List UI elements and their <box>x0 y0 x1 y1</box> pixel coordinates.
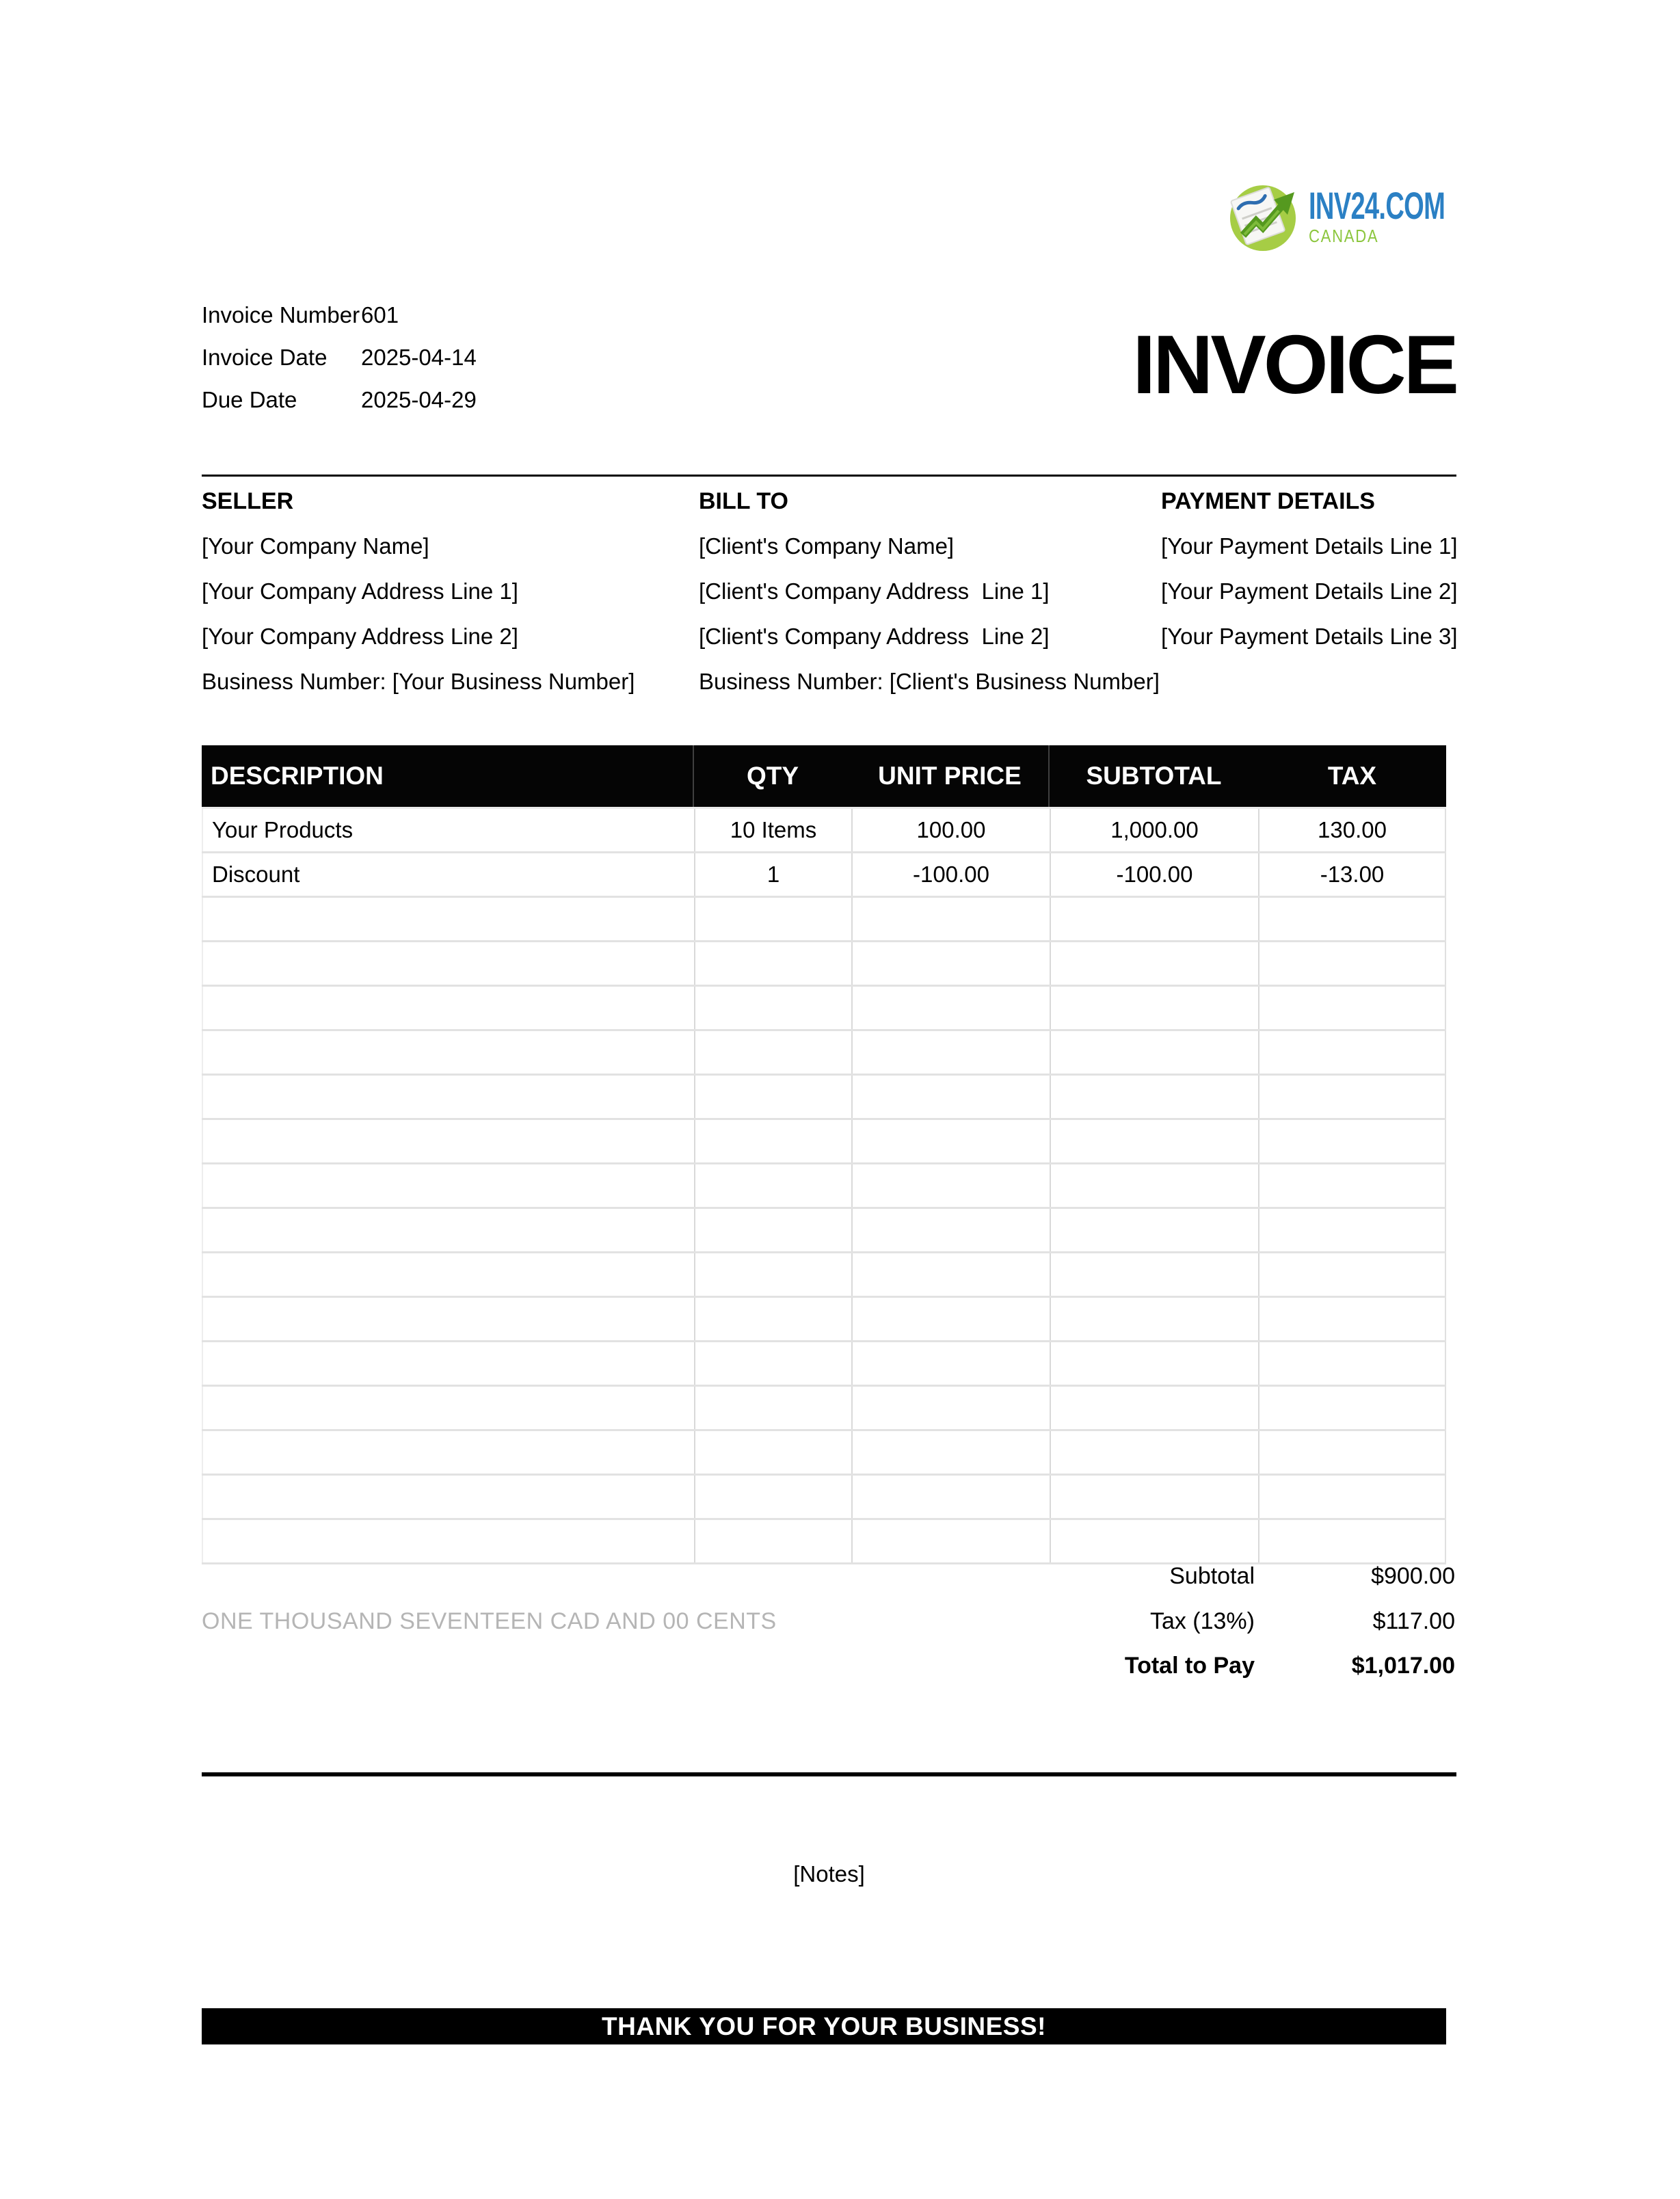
cell-qty <box>694 1431 851 1474</box>
logo-text <box>1309 183 1509 246</box>
cell-description <box>202 1520 694 1562</box>
payment-details-line-1: [Your Payment Details Line 1] <box>1161 533 1458 559</box>
cell-unit-price <box>851 1342 1050 1385</box>
column-header-qty: QTY <box>746 762 799 790</box>
cell-qty <box>694 1031 851 1074</box>
cell-unit-price <box>851 1387 1050 1429</box>
column-header-unit-price: UNIT PRICE <box>851 745 1050 807</box>
cell-tax <box>1258 1253 1446 1296</box>
cell-description: Your Products <box>202 809 694 851</box>
cell-description <box>202 1076 694 1118</box>
cell-tax <box>1258 1164 1446 1207</box>
table-row <box>202 1164 1446 1209</box>
table-row <box>202 1298 1446 1342</box>
cell-subtotal <box>1050 987 1258 1029</box>
cell-tax <box>1258 1076 1446 1118</box>
cell-description <box>202 1209 694 1251</box>
cell-unit-price <box>851 1298 1050 1340</box>
cell-qty <box>694 898 851 940</box>
cell-tax <box>1258 1209 1446 1251</box>
notes-divider <box>202 1772 1456 1776</box>
table-row <box>202 1431 1446 1476</box>
invoice-title: INVOICE <box>1132 318 1456 411</box>
table-row <box>202 1342 1446 1387</box>
cell-subtotal <box>1050 1031 1258 1074</box>
cell-qty <box>694 1520 851 1562</box>
cell-tax <box>1258 942 1446 985</box>
cell-unit-price <box>851 1120 1050 1162</box>
bill-to-heading: BILL TO <box>699 488 788 514</box>
cell-qty <box>694 1298 851 1340</box>
cell-subtotal <box>1050 1209 1258 1251</box>
client-address-line-1: [Client's Company Address Line 1] <box>699 578 1050 604</box>
cell-qty <box>694 1476 851 1518</box>
table-row <box>202 942 1446 987</box>
client-business-number: Business Number: [Client's Business Number] <box>699 669 1160 694</box>
cell-description <box>202 1164 694 1207</box>
total-to-pay-value: $1,017.00 <box>1351 1653 1455 1679</box>
table-row <box>202 898 1446 942</box>
cell-tax <box>1258 1520 1446 1562</box>
footer-message: THANK YOU FOR YOUR BUSINESS! <box>602 2012 1046 2040</box>
logo-brand-name: INV24.COM <box>1309 183 1445 227</box>
cell-qty: 10 Items <box>694 809 851 851</box>
cell-qty <box>694 1076 851 1118</box>
header-divider <box>202 475 1456 477</box>
cell-subtotal <box>1050 1387 1258 1429</box>
cell-tax: -13.00 <box>1258 853 1446 896</box>
cell-subtotal: 1,000.00 <box>1050 809 1258 851</box>
cell-description <box>202 987 694 1029</box>
seller-company-name: [Your Company Name] <box>202 533 429 559</box>
due-date-label: Due Date <box>202 387 297 412</box>
cell-description <box>202 1120 694 1162</box>
subtotal-label: Subtotal <box>1169 1563 1255 1589</box>
cell-subtotal <box>1050 1520 1258 1562</box>
cell-tax <box>1258 1476 1446 1518</box>
payment-details-heading: PAYMENT DETAILS <box>1161 488 1375 514</box>
cell-unit-price <box>851 1076 1050 1118</box>
table-body <box>202 807 1446 1564</box>
cell-subtotal <box>1050 1298 1258 1340</box>
invoice-date-label: Invoice Date <box>202 345 328 370</box>
cell-unit-price <box>851 987 1050 1029</box>
items-table <box>202 745 1446 1564</box>
cell-unit-price <box>851 898 1050 940</box>
seller-address-line-2: [Your Company Address Line 2] <box>202 624 518 649</box>
cell-description <box>202 942 694 985</box>
table-row <box>202 1076 1446 1120</box>
seller-section <box>202 479 680 704</box>
cell-tax <box>1258 1120 1446 1162</box>
payment-details-line-2: [Your Payment Details Line 2] <box>1161 578 1458 604</box>
cell-description <box>202 1253 694 1296</box>
total-to-pay-row <box>202 1651 1456 1681</box>
seller-business-number: Business Number: [Your Business Number] <box>202 669 635 694</box>
cell-tax <box>1258 1342 1446 1385</box>
table-row <box>202 1520 1446 1564</box>
cell-tax <box>1258 1298 1446 1340</box>
cell-unit-price <box>851 1253 1050 1296</box>
total-to-pay-label: Total to Pay <box>1124 1653 1255 1679</box>
cell-description <box>202 1476 694 1518</box>
cell-description: Discount <box>202 853 694 896</box>
cell-subtotal <box>1050 898 1258 940</box>
cell-tax <box>1258 898 1446 940</box>
table-row <box>202 1031 1446 1076</box>
client-address-line-2: [Client's Company Address Line 2] <box>699 624 1050 649</box>
seller-address-line-1: [Your Company Address Line 1] <box>202 578 518 604</box>
invoice-growth-arrow-icon <box>1224 175 1306 257</box>
payment-details-section <box>1161 479 1458 659</box>
amount-in-words: ONE THOUSAND SEVENTEEN CAD AND 00 CENTS <box>202 1608 777 1634</box>
cell-unit-price <box>851 1164 1050 1207</box>
logo-region-label: CANADA <box>1309 225 1379 246</box>
cell-tax: 130.00 <box>1258 809 1446 851</box>
cell-tax <box>1258 1387 1446 1429</box>
cell-subtotal <box>1050 1431 1258 1474</box>
subtotal-row <box>202 1561 1456 1591</box>
cell-description <box>202 898 694 940</box>
table-row <box>202 1387 1446 1431</box>
table-row <box>202 1476 1446 1520</box>
cell-tax <box>1258 987 1446 1029</box>
cell-qty <box>694 1387 851 1429</box>
table-row <box>202 1253 1446 1298</box>
column-header-tax: TAX <box>1327 762 1377 790</box>
cell-description <box>202 1387 694 1429</box>
notes: [Notes] <box>793 1861 865 1887</box>
cell-unit-price <box>851 1209 1050 1251</box>
column-header-description: DESCRIPTION <box>202 745 694 807</box>
cell-unit-price <box>851 1520 1050 1562</box>
cell-unit-price <box>851 942 1050 985</box>
due-date-value: 2025-04-29 <box>361 387 477 412</box>
cell-description <box>202 1031 694 1074</box>
cell-unit-price <box>851 1031 1050 1074</box>
seller-heading: SELLER <box>202 488 294 514</box>
cell-tax <box>1258 1431 1446 1474</box>
cell-unit-price: -100.00 <box>851 853 1050 896</box>
cell-qty <box>694 942 851 985</box>
column-header-subtotal: SUBTOTAL <box>1086 762 1222 790</box>
subtotal-value: $900.00 <box>1371 1563 1455 1589</box>
cell-description <box>202 1431 694 1474</box>
bill-to-section <box>699 479 1160 704</box>
table-row <box>202 853 1446 898</box>
cell-subtotal <box>1050 1164 1258 1207</box>
cell-qty <box>694 987 851 1029</box>
tax-row <box>202 1606 1456 1636</box>
footer-banner <box>202 2008 1446 2044</box>
cell-qty <box>694 1120 851 1162</box>
tax-value: $117.00 <box>1372 1608 1455 1634</box>
cell-unit-price <box>851 1431 1050 1474</box>
cell-description <box>202 1342 694 1385</box>
cell-qty <box>694 1164 851 1207</box>
cell-subtotal <box>1050 1120 1258 1162</box>
table-row <box>202 809 1446 853</box>
tax-label: Tax (13%) <box>1149 1608 1255 1634</box>
logo <box>1224 175 1509 257</box>
cell-description <box>202 1298 694 1340</box>
cell-subtotal <box>1050 942 1258 985</box>
cell-qty: 1 <box>694 853 851 896</box>
cell-subtotal <box>1050 1476 1258 1518</box>
cell-subtotal: -100.00 <box>1050 853 1258 896</box>
cell-unit-price <box>851 1476 1050 1518</box>
table-row <box>202 1209 1446 1253</box>
cell-qty <box>694 1253 851 1296</box>
cell-unit-price: 100.00 <box>851 809 1050 851</box>
cell-subtotal <box>1050 1342 1258 1385</box>
invoice-number-value: 601 <box>361 302 399 328</box>
cell-qty <box>694 1342 851 1385</box>
payment-details-line-3: [Your Payment Details Line 3] <box>1161 624 1458 649</box>
invoice-number-label: Invoice Number <box>202 302 360 328</box>
invoice-date-value: 2025-04-14 <box>361 345 477 370</box>
cell-subtotal <box>1050 1253 1258 1296</box>
cell-tax <box>1258 1031 1446 1074</box>
table-row <box>202 987 1446 1031</box>
items-table-header <box>202 745 1446 807</box>
client-company-name: [Client's Company Name] <box>699 533 955 559</box>
table-row <box>202 1120 1446 1164</box>
cell-subtotal <box>1050 1076 1258 1118</box>
cell-qty <box>694 1209 851 1251</box>
